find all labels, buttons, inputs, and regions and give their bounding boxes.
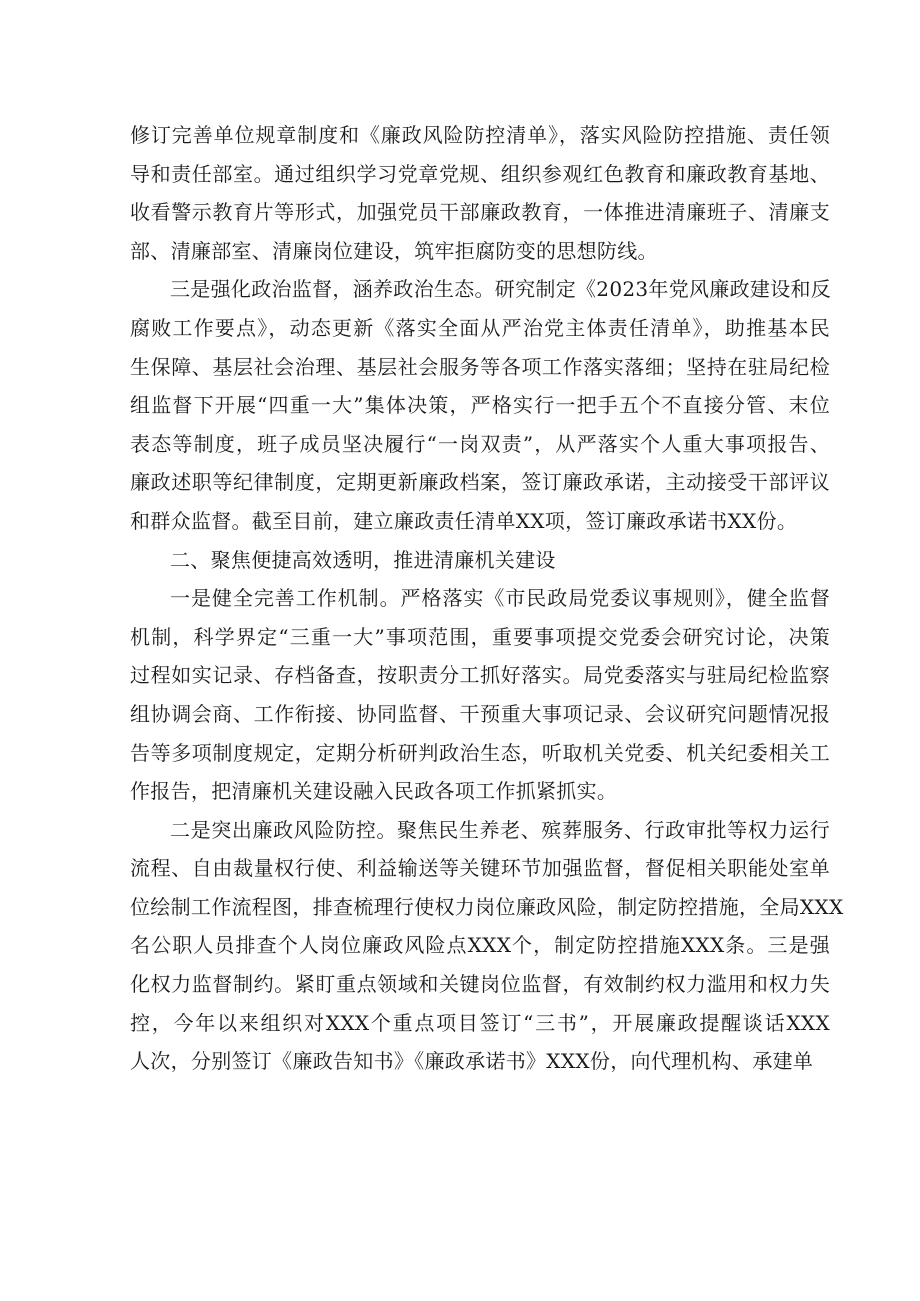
text-line: 一是健全完善工作机制。严格落实《市民政局党委议事规则》，健全监督	[170, 586, 830, 611]
text-line: 生保障、基层社会治理、基层社会服务等各项工作落实落细；坚持在驻局纪检	[130, 354, 830, 379]
paragraph-p2	[130, 270, 830, 540]
text-line: 表态等制度，班子成员坚决履行“一岗双责”，从严落实个人重大事项报告、	[130, 431, 830, 456]
text-line: 化权力监督制约。紧盯重点领域和关键岗位监督，有效制约权力滥用和权力失	[130, 972, 830, 997]
text-line: 部、清廉部室、清廉岗位建设，筑牢拒腐防变的思想防线。	[130, 238, 658, 263]
text-line: 组监督下开展“四重一大”集体决策，严格实行一把手五个不直接分管、末位	[130, 393, 830, 418]
text-line: 三是强化政治监督，涵养政治生态。研究制定《2023年党风廉政建设和反	[170, 277, 832, 302]
text-line: 组协调会商、工作衔接、协同监督、干预重大事项记录、会议研究问题情况报	[130, 701, 830, 726]
text-line: 名公职人员排查个人岗位廉政风险点XXX个，制定防控措施XXX条。三是强	[130, 933, 830, 958]
text-line: 腐败工作要点》，动态更新《落实全面从严治党主体责任清单》，助推基本民	[130, 315, 830, 340]
text-line: 和群众监督。截至目前，建立廉政责任清单XX项，签订廉政承诺书XX份。	[130, 508, 798, 533]
text-line: 廉政述职等纪律制度，定期更新廉政档案，签订廉政承诺，主动接受干部评议	[130, 470, 830, 495]
text-line: 位绘制工作流程图，排查梳理行使权力岗位廉政风险，制定防控措施，全局XXX	[130, 894, 844, 919]
paragraph-p5	[130, 811, 844, 1081]
text-line: 流程、自由裁量权行使、利益输送等关键环节加强监督，督促相关职能处室单	[130, 856, 830, 881]
text-line: 人次，分别签订《廉政告知书》《廉政承诺书》XXX份，向代理机构、承建单	[130, 1049, 814, 1074]
text-line: 收看警示教育片等形式，加强党员干部廉政教育，一体推进清廉班子、清廉支	[130, 200, 830, 225]
text-line: 二、聚焦便捷高效透明，推进清廉机关建设	[170, 547, 556, 572]
text-line: 导和责任部室。通过组织学习党章党规、组织参观红色教育和廉政教育基地、	[130, 161, 830, 186]
paragraph-p1	[130, 116, 830, 270]
text-line: 修订完善单位规章制度和《廉政风险防控清单》，落实风险防控措施、责任领	[130, 123, 830, 147]
text-line: 过程如实记录、存档备查，按职责分工抓好落实。局党委落实与驻局纪检监察	[130, 663, 830, 688]
text-line: 告等多项制度规定，定期分析研判政治生态，听取机关党委、机关纪委相关工	[130, 740, 830, 765]
paragraph-p3	[130, 541, 830, 580]
text-line: 二是突出廉政风险防控。聚焦民生养老、殡葬服务、行政审批等权力运行	[170, 817, 830, 842]
text-line: 机制，科学界定“三重一大”事项范围，重要事项提交党委会研究讨论，决策	[130, 624, 830, 649]
text-line: 控，今年以来组织对XXX个重点项目签订“三书”，开展廉政提醒谈话XXX	[130, 1010, 830, 1035]
text-line: 作报告，把清廉机关建设融入民政各项工作抓紧抓实。	[130, 779, 618, 804]
paragraph-p4	[130, 579, 830, 811]
document-body	[130, 116, 844, 1081]
